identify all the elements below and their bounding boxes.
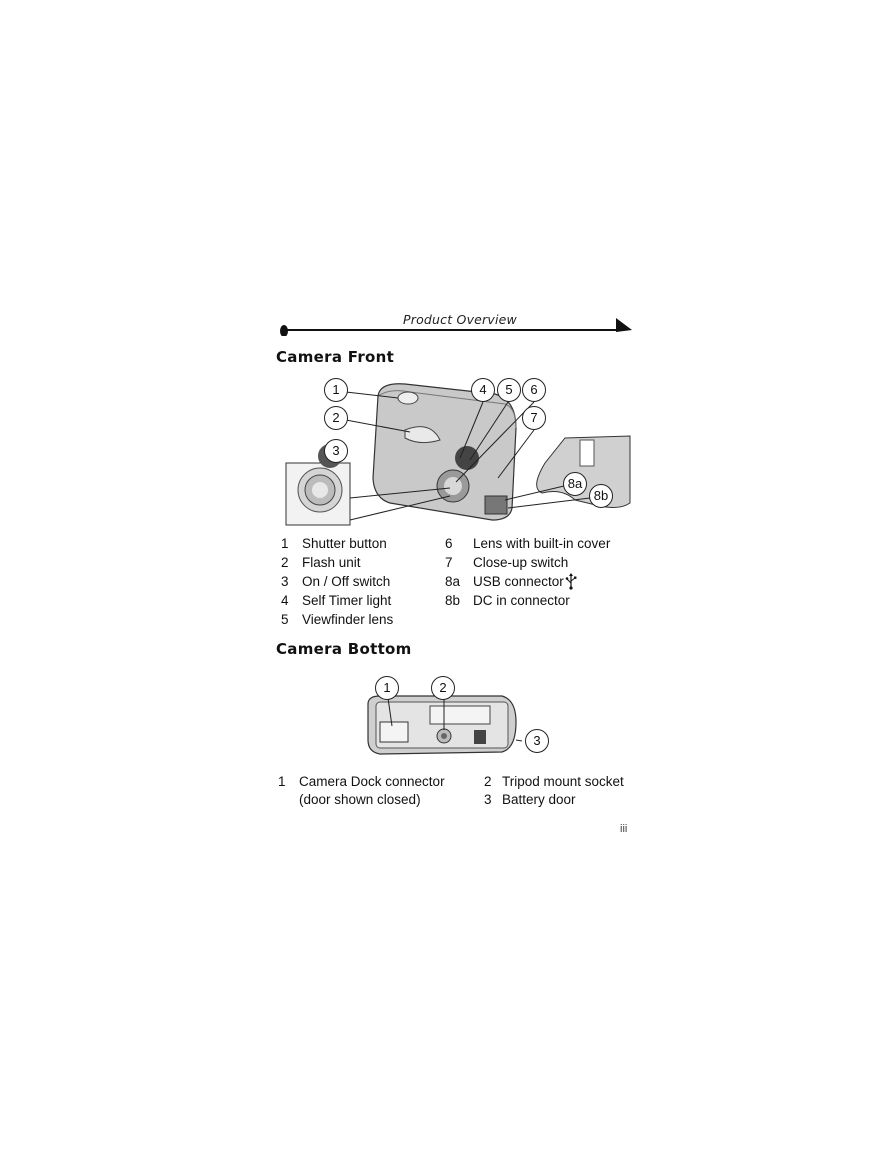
- running-head: Product Overview: [403, 312, 517, 327]
- bottom-callout-2: 2: [431, 676, 455, 700]
- front-callout-1: 1: [324, 378, 348, 402]
- header-rule: [276, 312, 636, 336]
- front-callout-3: 3: [324, 439, 348, 463]
- usb-icon: [565, 572, 577, 590]
- front-callout-7: 7: [522, 406, 546, 430]
- camera-bottom-illustration: [362, 692, 522, 762]
- bottom-callout-1: 1: [375, 676, 399, 700]
- bottom-callout-3: 3: [525, 729, 549, 753]
- front-callout-2: 2: [324, 406, 348, 430]
- front-callout-8a: 8a: [563, 472, 587, 496]
- front-callout-6: 6: [522, 378, 546, 402]
- front-callout-4: 4: [471, 378, 495, 402]
- camera-front-title: Camera Front: [276, 348, 395, 366]
- front-callout-5: 5: [497, 378, 521, 402]
- front-callout-8b: 8b: [589, 484, 613, 508]
- page-number: iii: [620, 823, 628, 835]
- camera-bottom-title: Camera Bottom: [276, 640, 412, 658]
